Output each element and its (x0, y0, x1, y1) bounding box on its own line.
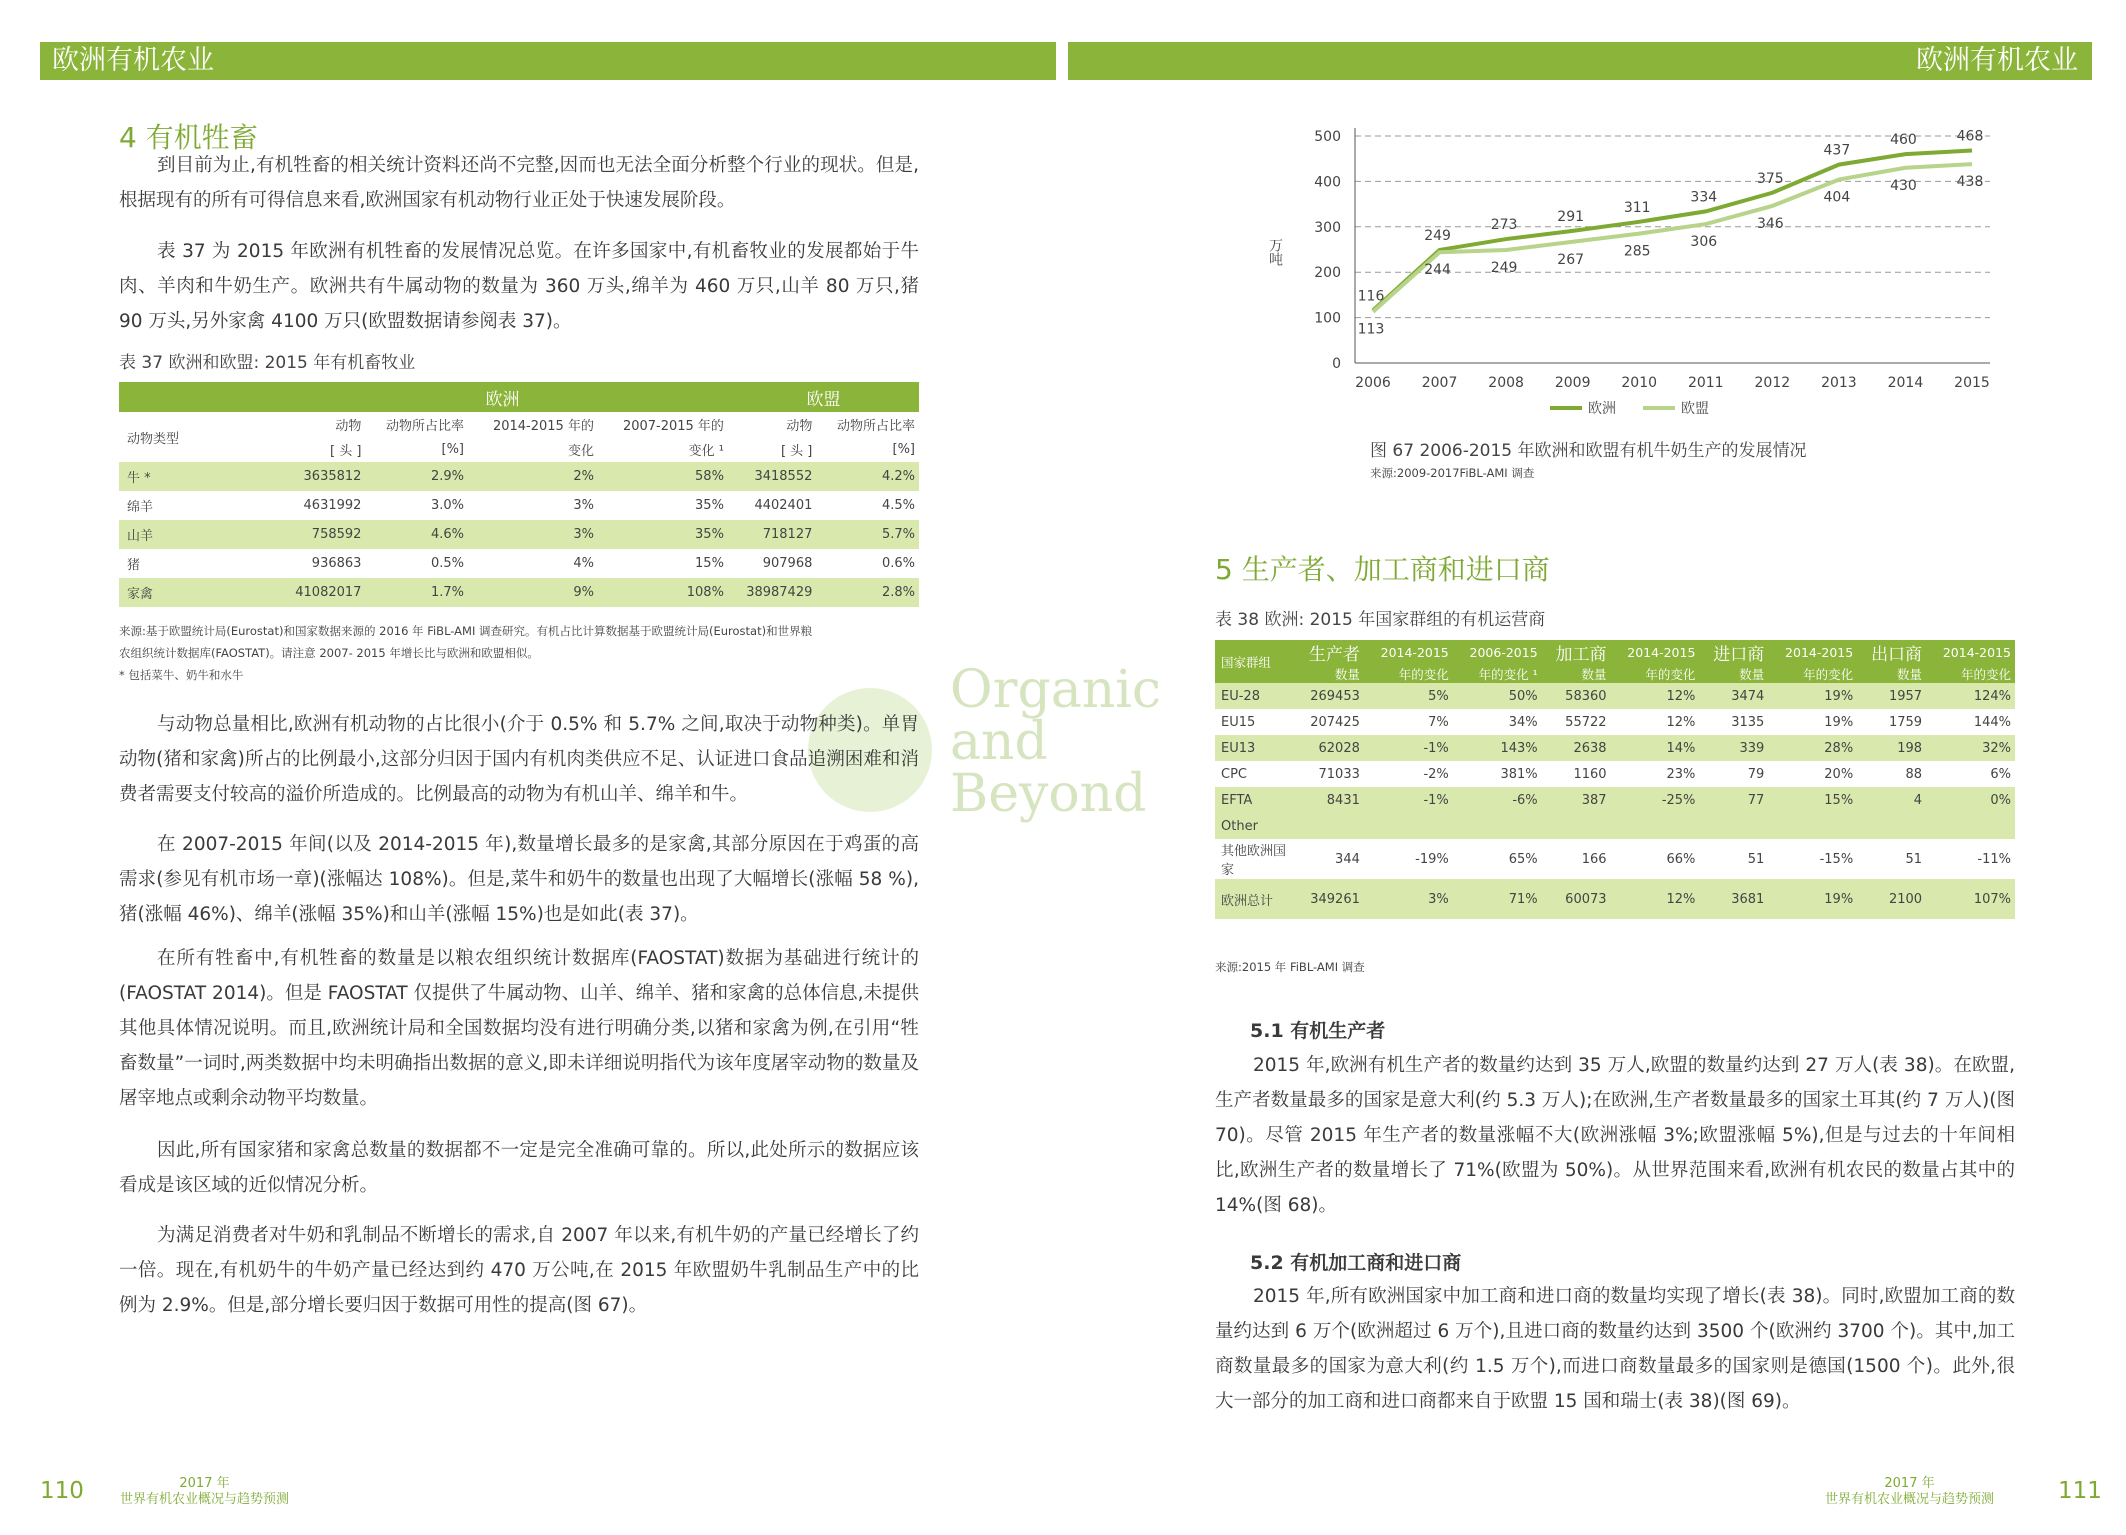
data-label: 306 (1690, 234, 1718, 251)
table-cell: 23% (1666, 766, 1696, 782)
table-38-caption: 表 38 欧洲: 2015 年国家群组的有机运营商 (1215, 610, 1546, 630)
table-cell: EFTA (1215, 787, 1295, 813)
data-label: 244 (1424, 262, 1451, 279)
table-cell: 2% (468, 462, 598, 491)
table-cell: 28% (1768, 735, 1857, 761)
legend-label: 欧盟 (1681, 401, 1709, 417)
table-cell: 77 (1699, 787, 1768, 813)
table-row (1215, 839, 2015, 879)
data-label: 375 (1756, 170, 1784, 187)
table-cell: 4.2% (816, 462, 919, 491)
table-cell: 5.7% (816, 520, 919, 549)
table-cell: 绵羊 (127, 500, 154, 515)
table-cell: 2.8% (816, 578, 919, 607)
table-row (1215, 787, 2015, 813)
table-cell: 牛 * (119, 462, 277, 491)
table-cell: -19% (1415, 851, 1449, 867)
watermark-line: Organic (950, 660, 1162, 720)
table-cell: 3635812 (277, 462, 365, 491)
table-cell: 0.5% (430, 556, 464, 571)
table-cell: 8431 (1295, 787, 1364, 813)
paragraph: 在所有牲畜中,有机牲畜的数量是以粮农组织统计数据库(FAOSTAT)数据为基础进行统计的(FAOSTAT 2014)。但是 FAOSTAT 仅提供了牛属动物、山羊、绵羊、猪和家禽的总体信息,未提供其他具体情况说明。而且,欧洲统计局和全国数据均没有进行明确分类,以猪和家禽为例,在引用“牲畜数量”一词时,两类数据中均未明确指出数据的意义,即未详细说明指代为该年度屠宰动物的数量及屠宰地点或剩余动物平均数量。 (119, 948, 919, 1109)
data-label: 437 (1823, 142, 1851, 159)
table-cell: Other (1215, 813, 2015, 839)
table-37-header: [%] (892, 442, 915, 457)
data-label: 438 (1956, 174, 1984, 191)
data-label: 113 (1357, 321, 1385, 338)
table-cell: -15% (1819, 851, 1854, 867)
table-cell: 108% (598, 578, 728, 607)
table-row (119, 462, 919, 491)
y-tick-label: 200 (1314, 265, 1341, 282)
table-37-header: 2014-2015 年的 (492, 419, 594, 434)
table-cell: 107% (1926, 879, 2015, 919)
x-tick-label: 2009 (1554, 375, 1591, 391)
table-37-header: 动物所占比率 (836, 419, 915, 434)
paragraph: 2015 年,欧洲有机生产者的数量约达到 35 万人,欧盟的数量约达到 27 万人(表 38)。在欧盟,生产者数量最多的国家是意大利(约 5.3 万人);在欧洲,生产者数量最多的国家土耳其(约 7 万人)(图 70)。尽管 2015 年生产者的数量涨幅不大(欧洲涨幅 3%;欧盟涨幅 5%),但是与过去的十年间相比,欧洲生产者的数量增长了 71%(欧盟为 50%)。从世界范围来看,欧洲有机农民的数量占其中的 14%(图 68)。 (1215, 1055, 2015, 1216)
y-axis-label: 万吨 (1267, 238, 1283, 266)
table-cell: 猪 (127, 558, 141, 573)
table-cell: 124% (1926, 683, 2015, 709)
right-page-header: 欧洲有机农业 (1068, 42, 2092, 80)
y-tick-label: 300 (1314, 219, 1341, 236)
table-38-header: 数量 (1542, 665, 1611, 683)
x-tick-label: 2007 (1421, 375, 1458, 391)
table-cell: 58360 (1542, 683, 1611, 709)
table-cell: 0% (1926, 787, 2015, 813)
table-row (119, 549, 919, 578)
table-38-header: 国家群组 (1215, 640, 1295, 683)
table-37-col-type: 动物类型 (127, 431, 180, 447)
paragraph: 为满足消费者对牛奶和乳制品不断增长的需求,自 2007 年以来,有机牛奶的产量已经增长了约一倍。现在,有机奶牛的牛奶产量已经达到约 470 万公吨,在 2015 年欧盟奶牛乳制品生产中的比例为 2.9%。但是,部分增长要归因于数据可用性的提高(图 67)。 (119, 1225, 919, 1316)
x-tick-label: 2006 (1355, 375, 1391, 391)
x-tick-label: 2014 (1887, 375, 1924, 391)
source-line: * 包括菜牛、奶牛和水牛 (119, 668, 244, 682)
table-37-header: [%] (441, 442, 464, 457)
table-cell: 35% (598, 520, 728, 549)
figure-67-caption: 图 67 2006-2015 年欧洲和欧盟有机牛奶生产的发展情况 (1370, 441, 1807, 461)
table-cell: 936863 (311, 556, 362, 571)
table-37 (119, 382, 919, 607)
table-38-header: 年的变化 (1364, 665, 1453, 683)
table-37-header: 动物所占比率 (385, 419, 464, 434)
table-row (119, 578, 919, 607)
data-label: 311 (1623, 199, 1651, 216)
footer-year: 2017 年 (179, 1476, 230, 1491)
table-cell: 50% (1453, 683, 1542, 709)
table-cell: 3474 (1699, 683, 1768, 709)
table-cell: 344 (1335, 851, 1360, 867)
table-cell: 3% (573, 498, 594, 513)
table-cell: 15% (695, 556, 724, 571)
data-label: 404 (1823, 189, 1851, 206)
source-line: 来源:基于欧盟统计局(Eurostat)和国家数据来源的 2016 年 FiBL-AMI 调查研究。有机占比计算数据基于欧盟统计局(Eurostat)和世界粮 (119, 624, 813, 638)
table-cell: 14% (1611, 735, 1700, 761)
table-cell: 339 (1699, 735, 1768, 761)
table-cell: 20% (1824, 766, 1854, 782)
table-38-header: 生产者 (1295, 640, 1364, 665)
table-cell: 1759 (1888, 714, 1923, 730)
paragraph: 表 37 为 2015 年欧洲有机牲畜的发展情况总览。在许多国家中,有机畜牧业的发展都始于牛肉、羊肉和牛奶生产。欧洲共有牛属动物的数量为 360 万头,绵羊为 460 万只,山羊 80 万只,猪 90 万头,另外家禽 4100 万只(欧盟数据请参阅表 37)。 (119, 241, 919, 332)
y-tick-label: 400 (1314, 174, 1341, 191)
table-cell: 2100 (1857, 879, 1926, 919)
paragraph: 到目前为止,有机牲畜的相关统计资料还尚不完整,因而也无法全面分析整个行业的现状。但是,根据现有的所有可得信息来看,欧洲国家有机动物行业正处于快速发展阶段。 (119, 155, 919, 211)
table-cell: EU-28 (1215, 683, 1295, 709)
table-cell: 4.5% (881, 498, 915, 513)
table-37-group-europe: 欧洲 (277, 382, 728, 412)
table-37-header: 变化 ¹ (688, 444, 724, 459)
table-cell: EU15 (1221, 714, 1256, 730)
footer-year: 2017 年 (1884, 1476, 1935, 1491)
table-37-header: 2007-2015 年的 (622, 419, 724, 434)
table-cell: 32% (1926, 735, 2015, 761)
table-cell: 143% (1453, 735, 1542, 761)
table-cell: 88 (1905, 766, 1923, 782)
x-tick-label: 2008 (1488, 375, 1524, 391)
table-cell: 718127 (728, 520, 816, 549)
footer-title: 世界有机农业概况与趋势预测 (1825, 1492, 1995, 1507)
table-37-header: 变化 (567, 444, 594, 459)
table-38-header: 2014-2015 (1611, 640, 1700, 665)
table-cell: 12% (1611, 683, 1700, 709)
table-cell: 51 (1905, 851, 1923, 867)
table-cell: 79 (1747, 766, 1765, 782)
table-38-header: 数量 (1699, 665, 1768, 683)
table-cell: 19% (1768, 683, 1857, 709)
table-cell: 71% (1453, 879, 1542, 919)
table-cell: -1% (1364, 787, 1453, 813)
x-tick-label: 2012 (1754, 375, 1791, 391)
paragraph: 与动物总量相比,欧洲有机动物的占比很小(介于 0.5% 和 5.7% 之间,取决于动物种类)。单胃动物(猪和家禽)所占的比例最小,这部分归因于国内有机肉类供应不足、认证进口食品追溯困难和消费者需要支付较高的溢价所造成的。比例最高的动物为有机山羊、绵羊和牛。 (119, 714, 919, 805)
table-cell: 758592 (277, 520, 365, 549)
x-tick-label: 2013 (1821, 375, 1857, 391)
table-cell: 34% (1508, 714, 1538, 730)
x-tick-label: 2011 (1687, 375, 1724, 391)
data-label: 291 (1557, 208, 1585, 225)
table-cell: 166 (1581, 851, 1607, 867)
data-label: 285 (1623, 243, 1651, 260)
y-tick-label: 500 (1314, 129, 1341, 145)
table-cell: 41082017 (277, 578, 365, 607)
table-37-header: [ 头 ] (330, 444, 362, 459)
data-label: 116 (1357, 288, 1385, 305)
table-cell: -11% (1977, 851, 2011, 867)
table-38-header: 2014-2015 (1926, 640, 2015, 665)
table-cell: 65% (1508, 851, 1538, 867)
table-cell: 3% (468, 520, 598, 549)
table-cell: 4% (573, 556, 594, 571)
table-cell: 387 (1542, 787, 1611, 813)
table-row (1215, 683, 2015, 709)
table-cell: 3681 (1699, 879, 1768, 919)
table-cell: 907968 (762, 556, 813, 571)
table-37-caption: 表 37 欧洲和欧盟: 2015 年有机畜牧业 (119, 353, 416, 373)
table-37-group-eu: 欧盟 (728, 382, 919, 412)
table-cell: 3418552 (728, 462, 816, 491)
left-page-header: 欧洲有机农业 (40, 42, 1056, 80)
left-page-number: 110 (40, 1478, 84, 1504)
right-page-number: 111 (2058, 1478, 2102, 1504)
table-cell: CPC (1221, 766, 1247, 782)
table-cell: 4.6% (365, 520, 468, 549)
table-38-header: 年的变化 (1768, 665, 1857, 683)
table-cell: 2.9% (365, 462, 468, 491)
table-cell: 家禽 (119, 578, 277, 607)
table-cell: 62028 (1295, 735, 1364, 761)
table-37-header: 动物 (786, 419, 813, 434)
table-row (119, 491, 919, 520)
table-38-header: 年的变化 (1926, 665, 2015, 683)
section-5-1-heading: 5.1 有机生产者 (1250, 1020, 1386, 1042)
table-row (1215, 761, 2015, 787)
data-label: 460 (1890, 132, 1917, 149)
table-38-header: 加工商 (1542, 640, 1611, 665)
table-cell: 4402401 (754, 498, 813, 513)
table-cell: 66% (1666, 851, 1696, 867)
table-38-header: 2006-2015 (1453, 640, 1542, 665)
table-cell: 269453 (1295, 683, 1364, 709)
table-cell: -1% (1364, 735, 1453, 761)
left-footer-title (120, 1476, 289, 1508)
table-37-header: [ 头 ] (780, 444, 813, 459)
table-cell: 349261 (1295, 879, 1364, 919)
paragraph: 2015 年,所有欧洲国家中加工商和进口商的数量均实现了增长(表 38)。同时,欧盟加工商的数量约达到 6 万个(欧洲超过 6 万个),且进口商的数量约达到 3500 个(欧洲约 3700 个)。其中,加工商数量最多的国家为意大利(约 1.5 万个),而进口商数量最多的国家则是德国(1500 个)。此外,很大一部分的加工商和进口商都来自于欧盟 15 国和瑞士(表 38)(图 69)。 (1215, 1286, 2015, 1412)
figure-67-source: 来源:2009-2017FiBL-AMI 调查 (1370, 466, 1535, 480)
table-cell: 51 (1747, 851, 1765, 867)
watermark-line: Beyond (950, 764, 1147, 824)
table-cell: 1.7% (365, 578, 468, 607)
table-cell: 山羊 (119, 520, 277, 549)
table-cell: 60073 (1542, 879, 1611, 919)
table-cell: 19% (1768, 879, 1857, 919)
table-cell: 71033 (1318, 766, 1360, 782)
table-cell: -6% (1453, 787, 1542, 813)
y-tick-label: 0 (1332, 356, 1341, 372)
table-cell: 3135 (1731, 714, 1765, 730)
table-38-header: 数量 (1295, 665, 1364, 683)
table-38-header: 年的变化 (1611, 665, 1700, 683)
table-cell: 4 (1857, 787, 1926, 813)
table-38-header: 2014-2015 (1768, 640, 1857, 665)
table-38-header: 2014-2015 (1364, 640, 1453, 665)
table-38-header: 数量 (1857, 665, 1926, 683)
table-cell: 55722 (1565, 714, 1607, 730)
table-cell: 欧洲总计 (1215, 879, 1295, 919)
table-cell: 其他欧洲国家 (1221, 844, 1287, 878)
table-38-header: 年的变化 ¹ (1453, 665, 1542, 683)
table-cell: 12% (1666, 714, 1696, 730)
table-38-header: 进口商 (1699, 640, 1768, 665)
table-cell: 12% (1611, 879, 1700, 919)
table-row (1215, 735, 2015, 761)
section-5-2-heading: 5.2 有机加工商和进口商 (1250, 1252, 1462, 1274)
paragraph: 因此,所有国家猪和家禽总数量的数据都不一定是完全准确可靠的。所以,此处所示的数据应该看成是该区域的近似情况分析。 (119, 1140, 919, 1196)
table-cell: 19% (1824, 714, 1854, 730)
table-cell: EU13 (1215, 735, 1295, 761)
section-5-heading: 5 生产者、加工商和进口商 (1215, 553, 1550, 586)
table-38-header: 出口商 (1857, 640, 1926, 665)
table-cell: 0.6% (881, 556, 915, 571)
table-38 (1215, 640, 2015, 919)
data-label: 468 (1956, 128, 1984, 145)
table-cell: 38987429 (728, 578, 816, 607)
right-footer-title (1825, 1476, 1994, 1508)
footer-title: 世界有机农业概况与趋势预测 (120, 1492, 290, 1507)
source-line: 农组织统计数据库(FAOSTAT)。请注意 2007- 2015 年增长比与欧洲和欧盟相似。 (119, 646, 539, 660)
table-cell: 198 (1857, 735, 1926, 761)
table-cell: 4631992 (303, 498, 362, 513)
data-label: 334 (1690, 189, 1718, 206)
y-tick-label: 100 (1314, 310, 1341, 327)
table-cell: 3% (1364, 879, 1453, 919)
table-37-source (119, 620, 919, 686)
table-cell: 58% (598, 462, 728, 491)
data-label: 346 (1756, 215, 1784, 232)
data-label: 430 (1890, 177, 1917, 194)
data-label: 249 (1424, 227, 1451, 244)
table-cell: -2% (1423, 766, 1449, 782)
table-cell: 207425 (1310, 714, 1360, 730)
milk-production-chart (1245, 118, 2045, 418)
section-4-heading: 4 有机牲畜 (119, 121, 258, 154)
table-cell: 35% (695, 498, 724, 513)
table-cell: 9% (468, 578, 598, 607)
x-tick-label: 2015 (1954, 375, 1990, 391)
table-38-source: 来源:2015 年 FiBL-AMI 调查 (1215, 960, 1365, 974)
watermark-line: and (950, 712, 1048, 772)
x-tick-label: 2010 (1621, 375, 1658, 391)
table-cell: 381% (1500, 766, 1538, 782)
legend-label: 欧洲 (1588, 401, 1616, 417)
data-label: 267 (1557, 251, 1585, 268)
series-line-eu (1373, 164, 1972, 312)
table-row (1215, 813, 2015, 839)
table-37-header: 动物 (335, 419, 362, 434)
paragraph: 在 2007-2015 年间(以及 2014-2015 年),数量增长最多的是家禽,其部分原因在于鸡蛋的高需求(参见有机市场一章)(涨幅达 108%)。但是,菜牛和奶牛的数量也出现了大幅增长(涨幅 58 %),猪(涨幅 46%)、绵羊(涨幅 35%)和山羊(涨幅 15%)也是如此(表 37)。 (119, 834, 919, 925)
table-cell: 3.0% (430, 498, 464, 513)
data-label: 273 (1490, 217, 1518, 234)
table-cell: 7% (1428, 714, 1449, 730)
table-row (1215, 709, 2015, 735)
table-cell: 1160 (1573, 766, 1607, 782)
table-cell: 2638 (1542, 735, 1611, 761)
table-row (1215, 879, 2015, 919)
table-row (119, 520, 919, 549)
table-cell: 15% (1768, 787, 1857, 813)
data-label: 249 (1490, 259, 1518, 276)
table-cell: 5% (1364, 683, 1453, 709)
table-cell: -25% (1611, 787, 1700, 813)
table-cell: 1957 (1857, 683, 1926, 709)
table-cell: 6% (1990, 766, 2011, 782)
table-cell: 144% (1973, 714, 2011, 730)
